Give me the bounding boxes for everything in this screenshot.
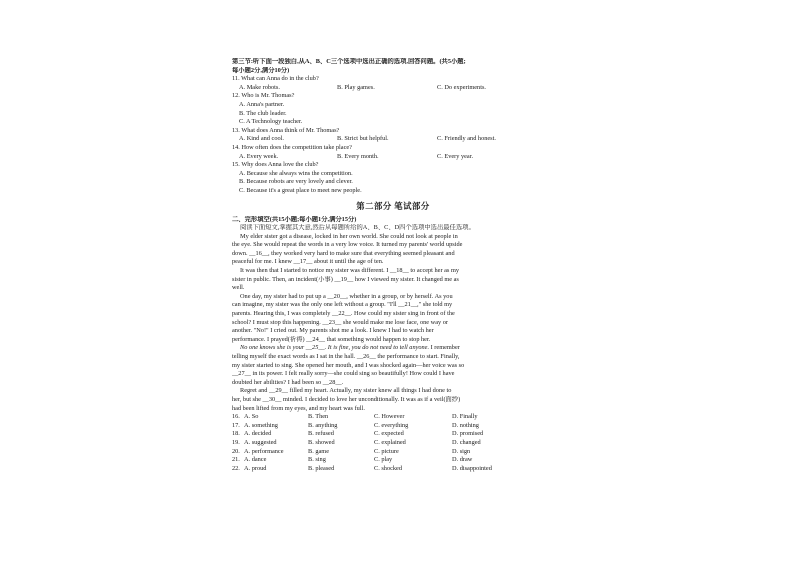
answer-option: A. suggested: [244, 438, 277, 446]
answer-option: A. Anna's partner.: [239, 100, 285, 108]
answer-option: C. Friendly and honest.: [437, 135, 496, 143]
passage-line: well.: [232, 284, 245, 292]
listening-section-header-score: 每小题2分,满分10分): [232, 66, 290, 74]
cloze-paragraph-4-lead: I remember: [429, 344, 460, 352]
passage-line: My elder sister got a disease, locked in her own world. She could not look at people in: [240, 232, 458, 240]
question-text: 14. How often does the competition take place?: [232, 143, 352, 151]
passage-line: doubted her abilities? I had been so __28__.: [232, 378, 344, 386]
answer-option: D. sign: [452, 447, 471, 455]
cloze-heading: 二、完形填空(共15小题;每小题1分,满分15分): [232, 215, 357, 223]
question-number: 16.: [232, 413, 240, 421]
answer-option: B. Every month.: [337, 152, 379, 160]
passage-line: her, but she __30__ minded. I decided to love her unconditionally. It was as if a veil(面纱): [232, 395, 461, 403]
cloze-instruction: 阅读下面短文,掌握其大意,然后从每题所给的A、B、C、D四个选项中选出最佳选项。: [240, 224, 475, 232]
question-number: 21.: [232, 456, 240, 464]
passage-line: my sister started to sing. She opened her mouth, and I was shocked again—her voice was so: [232, 361, 465, 369]
passage-line: performance. I prayed(祈祷) __24__ that something would happen to stop her.: [232, 335, 431, 343]
cloze-paragraph-4-first-line: [232, 344, 554, 353]
answer-option: A. Make robots.: [239, 83, 280, 91]
passage-line: the eye. She would repeat the words in a very low voice. It turned my parents' world upside: [232, 241, 463, 249]
answer-option: B. sing: [308, 456, 326, 464]
question-number: 19.: [232, 438, 240, 446]
option-row: [232, 135, 554, 144]
answer-option: B. refused: [308, 430, 334, 438]
answer-option: C. A Technology teacher.: [239, 118, 303, 126]
answer-option: B. Because robots are very lovely and clever.: [239, 178, 353, 186]
cloze-paragraph-3: [232, 293, 554, 345]
answer-option: C. picture: [374, 447, 399, 455]
cloze-paragraph-2: [232, 267, 554, 293]
answer-option: B. Play games.: [337, 83, 375, 91]
passage-line: can imagine, my sister was the only one left without a group. "I'll __21__," she told my: [232, 301, 453, 309]
passage-line: school? I must stop this happening. __23__ she would make me lose face, one way or: [232, 318, 448, 326]
passage-line: parents. Hearing this, I was completely __22__. How could my sister sing in front of the: [232, 310, 455, 318]
passage-line: peaceful for me. I knew __17__ about it until the age of ten.: [232, 258, 384, 266]
question-number: 20.: [232, 447, 240, 455]
cloze-option-row: [232, 413, 554, 422]
answer-option: A. something: [244, 421, 278, 429]
answer-option: C. Because it's a great place to meet new people.: [239, 186, 362, 194]
passage-line: telling myself the exact words as I sat in the hall. __26__ the performance to start. Finally,: [232, 353, 460, 360]
answer-option: B. showed: [308, 438, 335, 446]
option-row: [232, 153, 554, 162]
answer-option: D. draw: [452, 456, 473, 464]
answer-option: A. Every week.: [239, 152, 279, 160]
passage-line: One day, my sister had to put up a __20__, whether in a group, or by herself. As you: [240, 292, 453, 300]
passage-line: down. __16__, they worked very hard to make sure that everything seemed pleasant and: [232, 249, 455, 257]
answer-option: C. shocked: [374, 464, 402, 472]
answer-option: A. performance: [244, 447, 284, 455]
answer-option: B. Then: [308, 413, 329, 421]
answer-option: B. game: [308, 447, 329, 455]
answer-option: C. explained: [374, 438, 406, 446]
answer-option: B. anything: [308, 421, 338, 429]
answer-option: C. Do experiments.: [437, 83, 486, 91]
passage-line: Regret and __29__ filled my heart. Actually, my sister knew all things I had done to: [240, 387, 452, 395]
answer-option: C. expected: [374, 430, 404, 438]
cloze-option-row: [232, 422, 554, 431]
answer-option: A. Because she always wins the competition.: [239, 169, 353, 177]
cloze-option-row: [232, 465, 554, 474]
listening-questions: [232, 75, 554, 195]
passage-line: another. "No!" I cried out. My parents shot me a look. I knew I had to watch her: [232, 327, 434, 335]
answer-option: D. Finally: [452, 413, 478, 421]
part-two-title: 第二部分 笔试部分: [356, 201, 430, 211]
passage-line: had been lifted from my eyes, and my heart was full.: [232, 404, 365, 412]
exam-content: [232, 58, 554, 473]
cloze-paragraph-5: [232, 387, 554, 413]
cloze-option-row: [232, 448, 554, 457]
answer-option: A. So: [244, 413, 259, 421]
answer-option: A. proud: [244, 464, 267, 472]
cloze-option-row: [232, 430, 554, 439]
answer-option: D. nothing: [452, 421, 479, 429]
question-text: 13. What does Anna think of Mr. Thomas?: [232, 126, 340, 134]
answer-option: D. disappointed: [452, 464, 492, 472]
passage-line: It was then that I started to notice my sister was different. I __18__ to accept her as my: [240, 267, 459, 275]
question-number: 17.: [232, 421, 240, 429]
question-number: 22.: [232, 464, 240, 472]
answer-option: C. Every year.: [437, 152, 474, 160]
cloze-paragraph-1: [232, 233, 554, 267]
cloze-options: [232, 413, 554, 473]
question-number: 18.: [232, 430, 240, 438]
answer-option: C. play: [374, 456, 393, 464]
passage-line: __27__ in its power. I felt really sorry—she could sing so beautifully! How could I have: [232, 370, 455, 378]
passage-line: sister in public. Then, an incident(小事) __19__ how I viewed my sister. It changed me as: [232, 275, 459, 283]
listening-section-header: 第三节:听下面一段独白,从A、B、C三个选项中选出正确的选项,回答问题。(共5小题;: [232, 58, 466, 65]
answer-option: D. changed: [452, 438, 481, 446]
answer-option: C. everything: [374, 421, 409, 429]
answer-option: D. promised: [452, 430, 484, 438]
cloze-paragraph-4: [232, 353, 554, 387]
answer-option: A. dance: [244, 456, 267, 464]
answer-option: B. pleased: [308, 464, 335, 472]
answer-option: A. Kind and cool.: [239, 135, 284, 143]
answer-option: B. The club leader.: [239, 109, 287, 117]
answer-option: C. However: [374, 413, 405, 421]
answer-option: B. Strict but helpful.: [337, 135, 389, 143]
question-text: 11. What can Anna do in the club?: [232, 75, 319, 83]
option-row: [232, 84, 554, 93]
cloze-italic-sentence: No one knows she is your __25__. It is fine, you do not need to tell anyone.: [240, 344, 430, 352]
cloze-option-row: [232, 439, 554, 448]
cloze-option-row: [232, 456, 554, 465]
question-text: 12. Who is Mr. Thomas?: [232, 92, 295, 100]
answer-option: A. decided: [244, 430, 272, 438]
question-text: 15. Why does Anna love the club?: [232, 161, 319, 169]
